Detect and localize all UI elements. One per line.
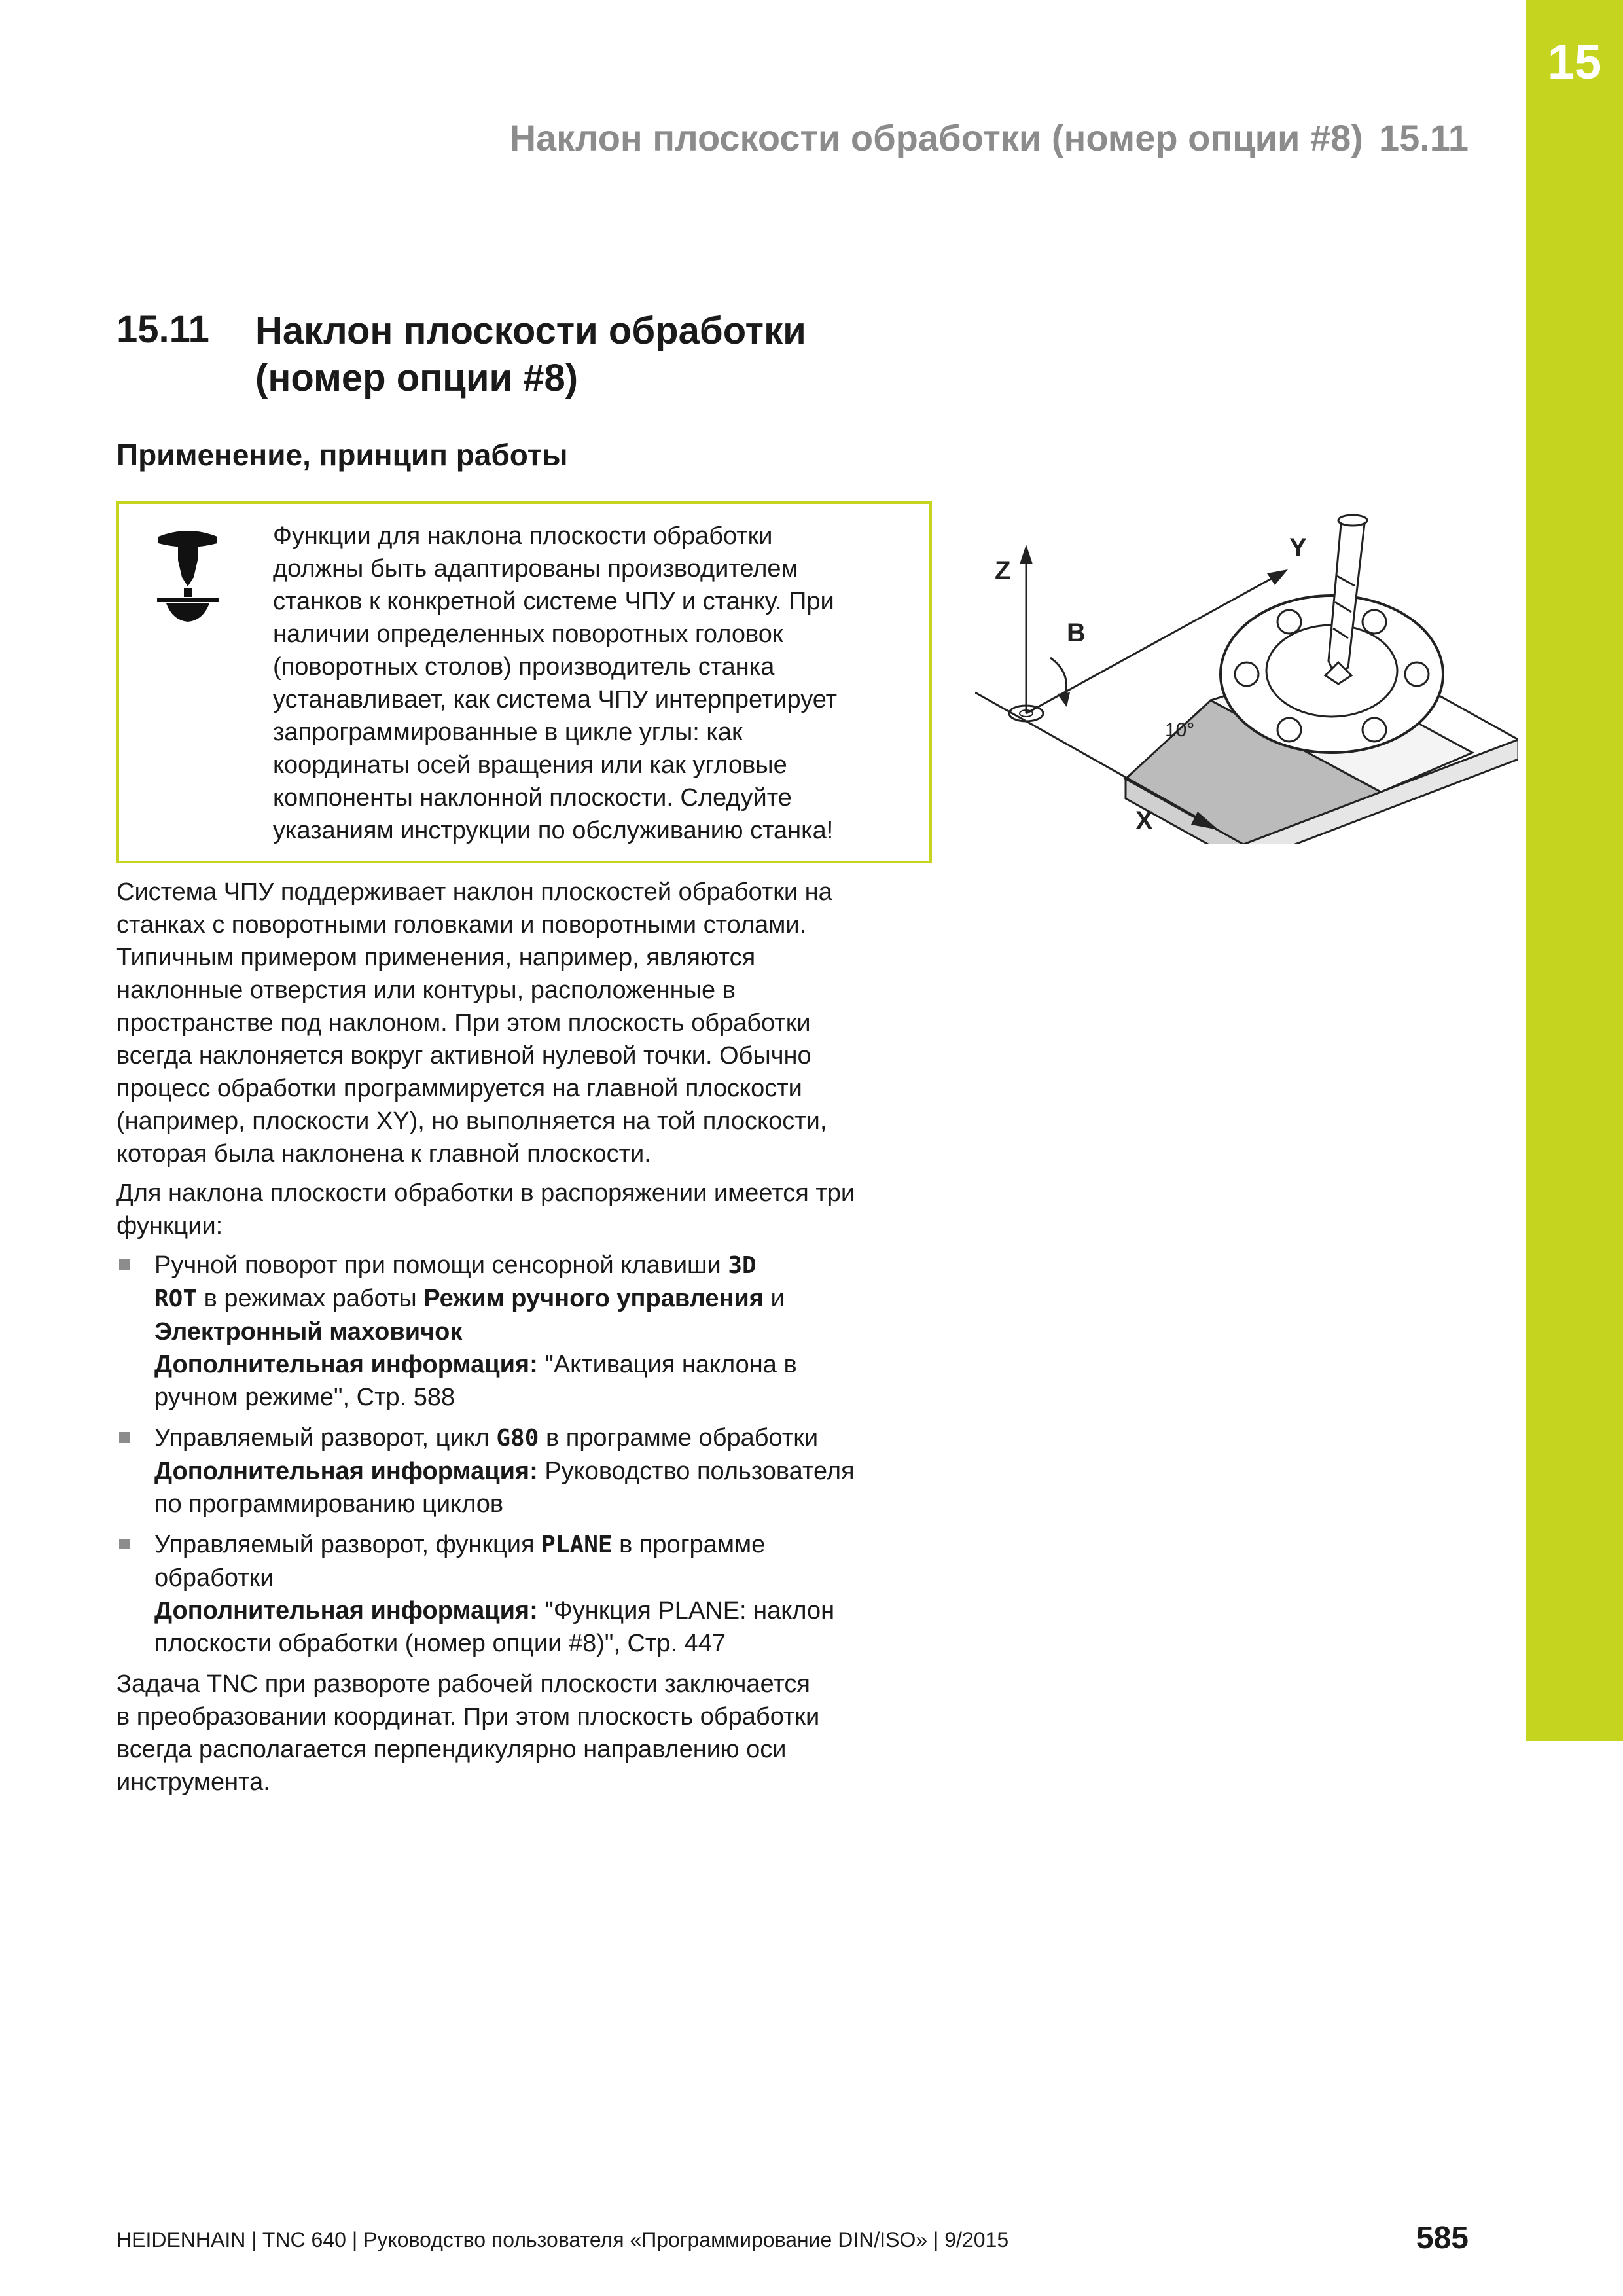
note-line: указаниям инструкции по обслуживанию станка! xyxy=(273,817,834,844)
text-run: Управляемый разворот, функция xyxy=(154,1531,542,1558)
text-run: обработки xyxy=(154,1564,274,1592)
text-line: Система ЧПУ поддерживает наклон плоскостей обработки на xyxy=(116,878,832,906)
text-line: всегда располагается перпендикулярно направлению оси xyxy=(116,1736,787,1763)
text-line: станках с поворотными головками и поворотными столами. xyxy=(116,911,807,939)
note-line: станков к конкретной системе ЧПУ и станку. При xyxy=(273,588,834,615)
axis-label-x: X xyxy=(1135,806,1153,835)
list-item xyxy=(116,1249,935,1414)
chapter-number: 15 xyxy=(1547,35,1602,89)
function-list xyxy=(116,1249,935,1660)
running-header xyxy=(510,117,1469,159)
info-label: Дополнительная информация: xyxy=(154,1597,538,1624)
running-header-title: Наклон плоскости обработки (номер опции #8) xyxy=(509,117,1363,158)
chapter-tab xyxy=(1526,0,1623,1741)
machine-dependent-icon xyxy=(152,524,224,628)
note-line: наличии определенных поворотных головок xyxy=(273,620,783,648)
info-text: Руководство пользователя xyxy=(537,1458,855,1485)
mode-manual: Режим ручного управления xyxy=(423,1285,764,1312)
section-number: 15.11 xyxy=(116,308,209,351)
note-line: координаты осей вращения или как угловые xyxy=(273,751,787,779)
text-run: Ручной поворот при помощи сенсорной клавиши xyxy=(154,1251,728,1279)
note-box xyxy=(116,501,932,863)
list-item xyxy=(116,1422,935,1520)
info-link[interactable]: ручном режиме", Стр. 588 xyxy=(154,1384,455,1411)
text-run: Управляемый разворот, цикл xyxy=(154,1424,497,1452)
info-text: по программированию циклов xyxy=(154,1490,504,1518)
text-run: в программе обработки xyxy=(539,1424,819,1452)
text-line: в преобразовании координат. При этом плоскость обработки xyxy=(116,1703,820,1731)
axis-label-z: Z xyxy=(995,556,1011,585)
sub-heading: Применение, принцип работы xyxy=(116,438,568,472)
running-header-number: 15.11 xyxy=(1378,117,1469,158)
bullet-icon xyxy=(119,1432,130,1443)
text-line: всегда наклоняется вокруг активной нулевой точки. Обычно xyxy=(116,1042,812,1069)
text-run: и xyxy=(763,1285,785,1312)
tilted-plane-figure xyxy=(975,504,1518,844)
bullet-icon xyxy=(119,1259,130,1270)
text-line: функции: xyxy=(116,1212,223,1240)
note-line: Функции для наклона плоскости обработки xyxy=(273,522,773,550)
axis-label-y: Y xyxy=(1289,533,1307,562)
note-line: запрограммированные в цикле углы: как xyxy=(273,719,743,746)
note-line: должны быть адаптированы производителем xyxy=(273,555,798,583)
angle-label: 10° xyxy=(1165,719,1195,741)
info-label: Дополнительная информация: xyxy=(154,1351,538,1378)
text-line: наклонные отверстия или контуры, расположенные в xyxy=(116,977,736,1004)
softkey-rot: ROT xyxy=(154,1285,198,1312)
text-line: Задача TNC при развороте рабочей плоскости заключается xyxy=(116,1670,810,1698)
list-item xyxy=(116,1528,935,1660)
text-line: пространстве под наклоном. При этом плоскость обработки xyxy=(116,1009,811,1037)
text-line: инструмента. xyxy=(116,1768,270,1796)
function-plane: PLANE xyxy=(541,1532,613,1558)
mode-handwheel: Электронный маховичок xyxy=(154,1318,463,1346)
text-line: процесс обработки программируется на главной плоскости xyxy=(116,1075,802,1102)
section-title xyxy=(255,308,910,402)
text-line: которая была наклонена к главной плоскости. xyxy=(116,1140,651,1168)
paragraph-1 xyxy=(116,876,935,1170)
note-line: компоненты наклонной плоскости. Следуйте xyxy=(273,784,792,812)
section-title-line-2: (номер опции #8) xyxy=(255,357,579,399)
text-run: в режимах работы xyxy=(197,1285,424,1312)
text-run: в программе xyxy=(612,1531,766,1558)
page-number: 585 xyxy=(1416,2221,1469,2255)
info-link[interactable]: "Активация наклона в xyxy=(537,1351,797,1378)
bullet-icon xyxy=(119,1539,130,1549)
paragraph-2 xyxy=(116,1177,935,1242)
note-line: (поворотных столов) производитель станка xyxy=(273,653,775,681)
body-text xyxy=(116,876,935,1805)
text-line: (например, плоскости XY), но выполняется на той плоскости, xyxy=(116,1107,827,1135)
cycle-g80: G80 xyxy=(496,1425,539,1452)
info-label: Дополнительная информация: xyxy=(154,1458,538,1485)
text-line: Типичным примером применения, например, являются xyxy=(116,944,756,971)
text-line: Для наклона плоскости обработки в распоряжении имеется три xyxy=(116,1179,855,1207)
section-title-line-1: Наклон плоскости обработки xyxy=(255,310,806,352)
note-line: устанавливает, как система ЧПУ интерпретирует xyxy=(273,686,838,713)
info-link[interactable]: "Функция PLANE: наклон xyxy=(537,1597,835,1624)
info-link[interactable]: плоскости обработки (номер опции #8)", Стр. 447 xyxy=(154,1630,726,1657)
axis-label-b: B xyxy=(1067,619,1086,647)
note-text xyxy=(273,520,927,847)
paragraph-3 xyxy=(116,1668,935,1799)
softkey-3d: 3D xyxy=(728,1252,757,1279)
footer-text: HEIDENHAIN | TNC 640 | Руководство пользователя «Программирование DIN/ISO» | 9/2015 xyxy=(116,2228,1009,2251)
